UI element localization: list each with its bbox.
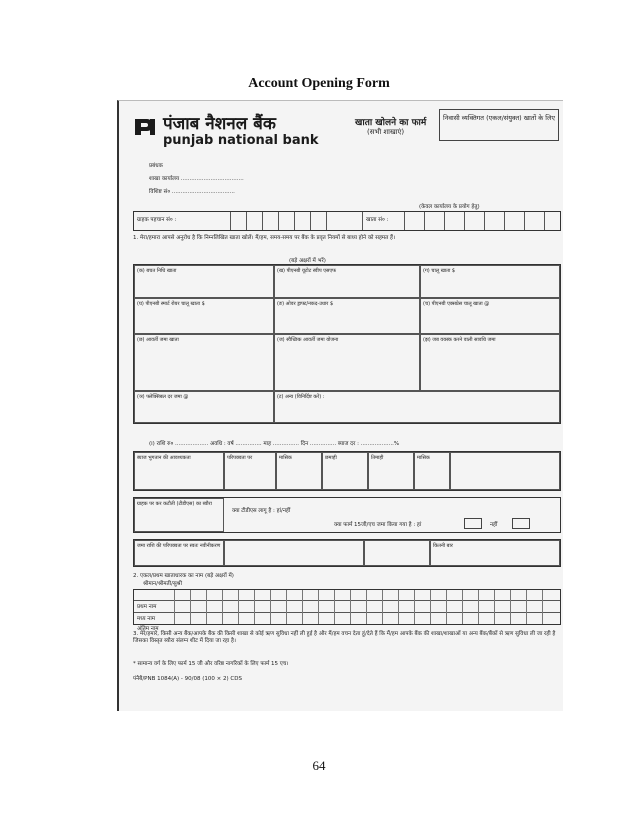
account-type-option[interactable]: (ख) पीएनबी यूटोट स्वीप एसएफ bbox=[274, 265, 420, 298]
capital-letters-note: (बड़े अक्षरों में भरें) bbox=[289, 258, 326, 264]
branch-office-label: शाखा कार्यालय .................................... bbox=[149, 176, 244, 182]
form-15g-question[interactable]: क्या फार्म 15जी/एच जमा किया गया है : हां bbox=[334, 522, 422, 528]
tds-grid bbox=[133, 497, 561, 533]
renewal-count-label: कितनी बार bbox=[430, 540, 560, 566]
interest-column[interactable]: परिपक्वता पर bbox=[224, 452, 276, 490]
account-number-label: खाता सं० : bbox=[366, 217, 389, 223]
interest-column[interactable]: छमाही bbox=[322, 452, 368, 490]
form-title: खाता खोलने का फार्म bbox=[355, 118, 427, 128]
interest-column: ब्याज भुगतान की आवश्यकता bbox=[134, 452, 224, 490]
interest-column[interactable]: मासिक bbox=[414, 452, 450, 490]
form-15g-no[interactable]: नहीं bbox=[490, 522, 498, 528]
form-subtitle: (सभी शाखाएं) bbox=[367, 128, 405, 136]
bank-name-english: punjab national bank bbox=[163, 133, 319, 148]
name-box-grid bbox=[133, 589, 561, 632]
maturity-label: जमा राशि की परिपक्वता पर स्वतः नवीनीकरण bbox=[134, 540, 224, 566]
deposit-details: (i) राशि रु० ................... अवधि : वर्ष ............... माह ............... दिन ............... ब्याज दर : ...................% bbox=[149, 441, 400, 447]
first-name-label: प्रथम नाम bbox=[137, 604, 157, 610]
withdrawal-instructions bbox=[450, 452, 560, 490]
declaration-text: 3. मेरे/हमारे, किसी अन्य बैंक/आपके बैंक की किसी शाखा से कोई ऋण सुविधा नहीं ली हुई है और मैं/हम वचन देता हूं/देते हैं कि मैं/हम आपके बैंक की शाखा/शाखाओं या अन्य बैंक/बैंकों से ऋण सुविधा ली जा रही है जिसका विस्तृत ब्यौरा संलग्न शीट में दिया जा रहा है। bbox=[133, 631, 556, 644]
form-15g-yes-checkbox[interactable] bbox=[464, 518, 482, 529]
page-number: 64 bbox=[312, 758, 326, 773]
account-type-option[interactable]: (च) पीएनबी एक्सप्रेस चालू खाता @ bbox=[420, 298, 560, 334]
middle-name-label: मध्य नाम bbox=[137, 616, 156, 622]
branch-code-label: विशिष्ट सं० .................................... bbox=[149, 189, 235, 195]
form-code: पंनैबै/PNB 1084(A) - 90/08 (100 × 2) CDS bbox=[133, 676, 242, 682]
account-type-option[interactable]: (ग) चालू खाता $ bbox=[420, 265, 560, 298]
account-type-option[interactable]: (ज) स्वैच्छिक आवर्ती जमा योजना bbox=[274, 334, 420, 391]
tds-applicable[interactable]: क्या टीडीएस लागू है : हां/नहीं bbox=[232, 508, 291, 514]
manager-label: प्रबंधक bbox=[149, 163, 163, 169]
account-type-option[interactable]: (ङ) ओवर ड्राफ्ट/नकद-उधार $ bbox=[274, 298, 420, 334]
tds-label: ग्राहक पर कर कटौती (टीडीएस) का ब्यौरा bbox=[134, 498, 224, 532]
footnote: * सामान्य वर्ग के लिए फार्म 15 जी और वरिष्ठ नागरिकों के लिए फार्म 15 एच। bbox=[133, 661, 289, 667]
page-title: Account Opening Form bbox=[248, 76, 390, 91]
form-15g-no-checkbox[interactable] bbox=[512, 518, 530, 529]
customer-id-label: ग्राहक पहचान सं० : bbox=[137, 217, 177, 223]
interest-column[interactable]: तिमाही bbox=[368, 452, 414, 490]
office-use-label: (केवल कार्यालय के प्रयोग हेतु) bbox=[419, 204, 480, 210]
account-type-option[interactable]: (क) बचत निधि खाता bbox=[134, 265, 274, 298]
account-type-grid bbox=[133, 264, 561, 424]
interest-column[interactable]: मासिक bbox=[276, 452, 322, 490]
last-name-label: अंतिम नाम bbox=[137, 626, 159, 632]
account-type-option[interactable]: (ञ) फ्लेक्सिबल दर जमा @ bbox=[134, 391, 274, 423]
account-type-option[interactable]: (घ) पीएनबी स्मार्ट रोयर चालू खाता $ bbox=[134, 298, 274, 334]
account-category-box: निवासी व्यक्तिगत (एकल/संयुक्त) खातों के लिए bbox=[439, 109, 559, 141]
account-type-option[interactable]: (झ) जब वयस्क करने वाली सावधि जमा bbox=[420, 334, 560, 391]
bank-name-hindi: पंजाब नैशनल बैंक bbox=[163, 114, 276, 134]
office-use-grid bbox=[133, 211, 561, 231]
scanned-form-image bbox=[117, 100, 563, 711]
account-type-option[interactable]: (छ) आवर्ती जमा खाता bbox=[134, 334, 274, 391]
interest-payment-grid bbox=[133, 451, 561, 491]
account-type-option[interactable]: (ट) अन्य (विनिर्दिष्ट करें) : bbox=[274, 391, 560, 423]
maturity-option[interactable] bbox=[224, 540, 364, 566]
salutation-label: श्रीमान/श्रीमती/सुश्री bbox=[143, 581, 182, 587]
pnb-logo-icon bbox=[133, 115, 157, 137]
holder-names-label: 2. एकल/प्रथम खाताधारक का नाम (बड़े अक्षरों में) bbox=[133, 573, 234, 579]
maturity-grid bbox=[133, 539, 561, 567]
request-text: 1. मेरा/हमारा आपसे अनुरोध है कि निम्नलिखित खाता खोलें। मैं/हम, समय-समय पर बैंक के प्रवृत नियमों से बाध्य होने को सहमत हैं। bbox=[133, 235, 396, 241]
maturity-option[interactable] bbox=[364, 540, 430, 566]
